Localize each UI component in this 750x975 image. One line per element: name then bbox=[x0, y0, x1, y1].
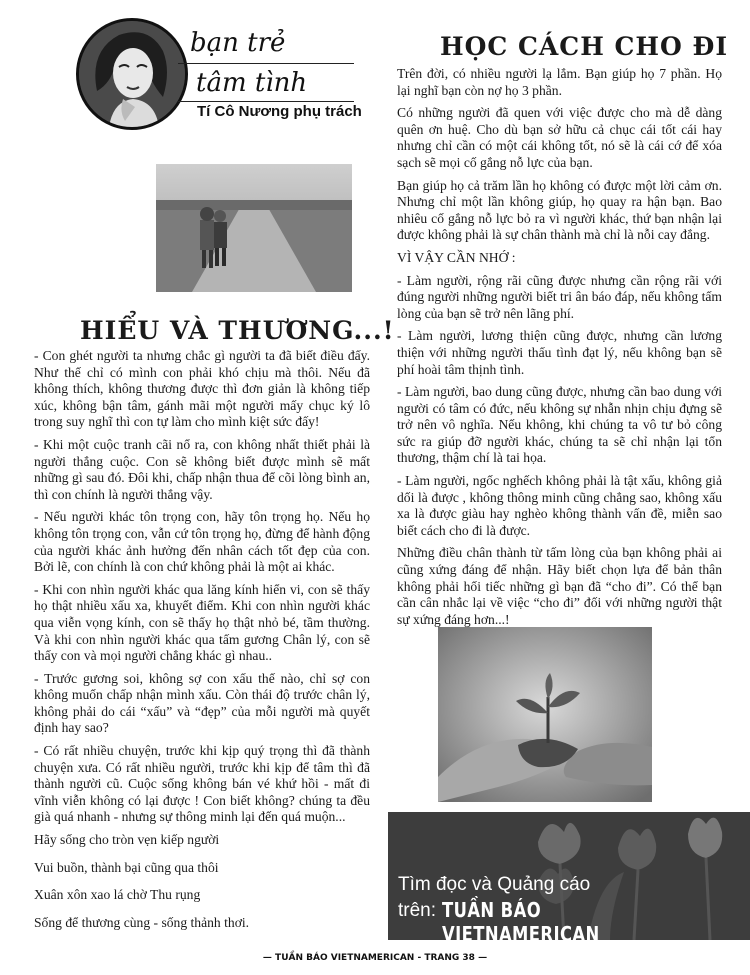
byline: Tí Cô Nương phụ trách bbox=[197, 103, 362, 120]
verse-line: Sống để thương cùng - sống thảnh thơi. bbox=[34, 914, 250, 930]
ad-brand-name: TUẦN BÁO VIETNAMERICAN bbox=[442, 898, 600, 946]
left-article-heading: HIỂU VÀ THƯƠNG...! bbox=[80, 316, 395, 345]
verse-line: Vui buồn, thành bại cũng qua thôi bbox=[34, 859, 219, 875]
column-title-line1: bạn trẻ bbox=[190, 28, 286, 58]
children-walking-photo bbox=[156, 164, 352, 292]
hands-seedling-photo bbox=[438, 627, 652, 802]
masthead-rule bbox=[178, 63, 354, 64]
page-footer: — TUẦN BÁO VIETNAMERICAN - TRANG 38 — bbox=[262, 953, 488, 963]
column-title-line2: tâm tình bbox=[196, 68, 308, 98]
paragraph: - Nếu người khác tôn trọng con, hãy tôn trọng họ. Nếu họ không tôn trọng con, vẫn cứ tôn trọng họ, đừng để hành động của người khác ảnh hưởng đến nhân cách tốt đẹp của con. Bởi lẽ, con chính là con chứ không phải là một ai khác. bbox=[34, 509, 370, 575]
paragraph: - Trước gương soi, không sợ con xấu thế nào, chỉ sợ con không muốn chấp nhận mình xấu. Còn thái độ trước chân lý, không phải do cái “xấu” và “đẹp” của mỗi người mà quyết định hay sao? bbox=[34, 670, 370, 736]
ad-text-line1: Tìm đọc và Quảng cáo bbox=[398, 874, 591, 895]
paragraph: - Làm người, bao dung cũng được, nhưng cần bao dung với người có tâm có đức, nếu không sự nhẫn nhịn chịu đựng sẽ trở nên vô nghĩa. Nếu không, khi chúng ta vô tư bỏ công sức ra giúp đỡ người khác, chúng ta sẽ chỉ nhận lại tổn thương, thậm chí là tai họa. bbox=[397, 384, 722, 466]
paragraph: - Con ghét người ta nhưng chắc gì người ta đã biết điều đấy. Như thế chỉ có mình con phải khó chịu mà thôi. Nếu đã không thích, không thương được thì đơn giản là không tiếp xúc, không bận tâm, gánh mãi một người mấy chục ký lô trong suy nghĩ thì con tự làm cho mình kiệt sức đấy! bbox=[34, 348, 370, 430]
paragraph: - Có rất nhiều chuyện, trước khi kịp quý trọng thì đã thành chuyện xưa. Có rất nhiều người, trước khi kịp để tâm thì đã thành người cũ. Cuộc sống không bán vé khứ hồi - mất đi vĩnh viễn không có lại được ! Con biết không? chúng ta đều già quá nhanh - nhưng sự thông minh lại đến quá muộn... bbox=[34, 743, 370, 825]
paragraph: - Làm người, lương thiện cũng được, nhưng cần lương thiện với những người thấu tình đạt lý, nếu không bạn sẽ phí hoài tâm thịnh tình. bbox=[397, 328, 722, 377]
section-label: VÌ VẬY CẦN NHỚ : bbox=[397, 249, 516, 265]
verse-line: Hãy sống cho tròn vẹn kiếp người bbox=[34, 832, 220, 848]
paragraph: - Làm người, ngốc nghếch không phải là tật xấu, không giả dối là được , không thông minh cũng chẳng sao, không xấu xa là được giàu hay nghèo không thành vấn đề, miễn sao biết cách cho đi là được. bbox=[397, 473, 722, 538]
paragraph: Những điều chân thành từ tấm lòng của bạn không phải ai cũng xứng đáng để nhận. Hãy biết chọn lựa để bản thân không phải hối tiếc những gì bạn đã “cho đi”. Có thể bạn cần cân nhắc lại về việc “cho đi” đối với những người thật sự xứng đáng hơn...! bbox=[397, 545, 722, 627]
column-logo bbox=[76, 18, 188, 130]
paragraph: - Khi con nhìn người khác qua lăng kính hiển vi, con sẽ thấy họ thật nhiều xấu xa, khuyết điểm. Khi con nhìn người khác qua viễn vọng kính, con sẽ thấy họ thật nhỏ bé, tầm thường. Và khi con nhìn người khác qua tấm gương Chân lý, con sẽ thấy con và mọi người chẳng khác gì nhau.. bbox=[34, 581, 370, 664]
paragraph: Có những người đã quen với việc được cho mà dễ dàng quên ơn huệ. Cho dù bạn sở hữu cả chục cái tốt cái hay nhưng chỉ cần có một cái không tốt, nó sẽ là cái cớ để xóa sạch sẽ mọi cố gắng nỗ lực của bạn. bbox=[397, 105, 722, 170]
verse-line: Xuân xôn xao lá chờ Thu rụng bbox=[34, 887, 201, 903]
paragraph: Trên đời, có nhiều người lạ lắm. Bạn giúp họ 7 phần. Họ lại nghĩ bạn còn nợ họ 3 phần. bbox=[397, 66, 722, 98]
woman-portrait-illustration bbox=[79, 21, 185, 127]
paragraph: - Khi một cuộc tranh cãi nổ ra, con không nhất thiết phải là người thắng cuộc. Con sẽ không biết được mình sẽ mất những gì sau đó. Đôi khi, chấp nhận thua để cõi lòng bình an, thì con chính là người thắng vậy. bbox=[34, 436, 370, 502]
left-article-body bbox=[34, 348, 370, 942]
ad-text-prefix: trên: bbox=[398, 900, 437, 921]
right-article-body bbox=[397, 66, 722, 634]
paragraph: Bạn giúp họ cả trăm lần họ không có được một lời cảm ơn. Nhưng chỉ một lần không giúp, họ quay ra hận bạn. Bao nhiêu cố gắng nỗ lực bỏ ra vì người khác, thứ bạn nhận lại được không phải là sự chân thành mà chỉ là nỗi cay đắng. bbox=[397, 177, 722, 243]
right-article-heading: HỌC CÁCH CHO ĐI bbox=[440, 32, 729, 61]
paragraph: - Làm người, rộng rãi cũng được nhưng cần rộng rãi với đúng người những người biết tri ân báo đáp, nếu không tấm lòng của bạn sẽ trở nên lãng phí. bbox=[397, 272, 722, 321]
masthead-rule bbox=[178, 101, 354, 102]
